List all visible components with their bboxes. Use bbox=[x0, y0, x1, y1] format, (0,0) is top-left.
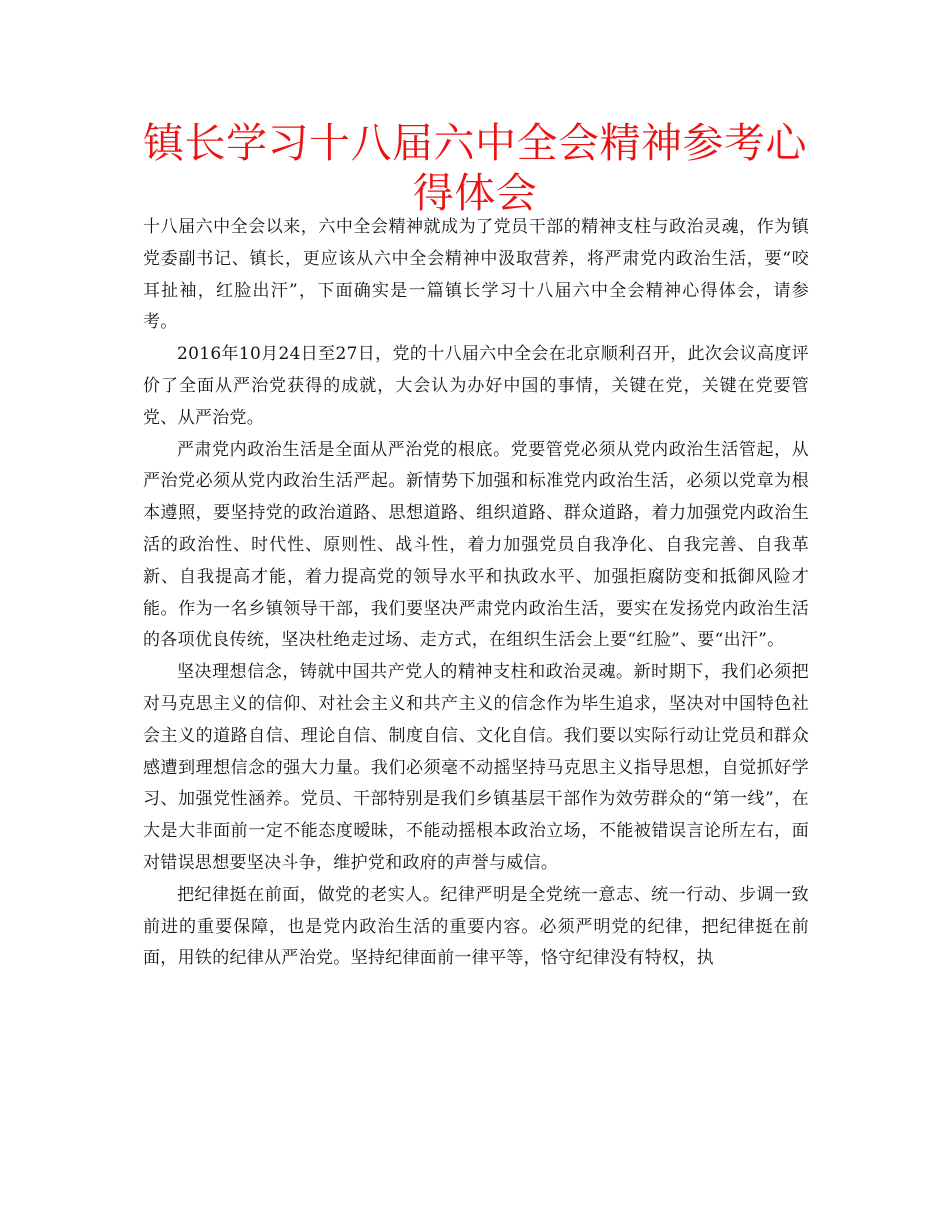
document-title: 镇长学习十八届六中全会精神参考心得体会 bbox=[143, 119, 807, 217]
body-paragraph: 把纪律挺在前面，做党的老实人。纪律严明是全党统一意志、统一行动、步调一致前进的重要保障，也是党内政治生活的重要内容。必须严明党的纪律，把纪律挺在前面，用铁的纪律从严治党。坚持纪律面前一律平等，恪守纪律没有特权，执 bbox=[143, 884, 809, 969]
body-paragraph: 坚决理想信念，铸就中国共产党人的精神支柱和政治灵魂。新时期下，我们必须把对马克思主义的信仰、对社会主义和共产主义的信念作为毕生追求，坚决对中国特色社会主义的道路自信、理论自信、制度自信、文化自信。我们要以实际行动让党员和群众感遭到理想信念的强大力量。我们必须毫不动摇坚持马克思主义指导思想，自觉抓好学习、加强党性涵养。党员、干部特别是我们乡镇基层干部作为效劳群众的“第一线”，在大是大非面前一定不能态度暧昧，不能动摇根本政治立场，不能被错误言论所左右，面对错误思想要坚决斗争，维护党和政府的声誉与威信。 bbox=[143, 662, 809, 873]
intro-paragraph: 十八届六中全会以来，六中全会精神就成为了党员干部的精神支柱与政治灵魂，作为镇党委副书记、镇长，更应该从六中全会精神中汲取营养，将严肃党内政治生活，要“咬耳扯袖，红脸出汗”，下面确实是一篇镇长学习十八届六中全会精神心得体会，请参考。 bbox=[143, 217, 809, 333]
document-body bbox=[143, 212, 809, 975]
body-paragraph: 2016年10月24日至27日，党的十八届六中全会在北京顺利召开，此次会议高度评价了全面从严治党获得的成就，大会认为办好中国的事情，关键在党，关键在党要管党、从严治党。 bbox=[143, 344, 809, 428]
body-paragraph: 严肃党内政治生活是全面从严治党的根底。党要管党必须从党内政治生活管起，从严治党必须从党内政治生活严起。新情势下加强和标准党内政治生活，必须以党章为根本遵照，要坚持党的政治道路、思想道路、组织道路、群众道路，着力加强党内政治生活的政治性、时代性、原则性、战斗性，着力加强党员自我净化、自我完善、自我革新、自我提高才能，着力提高党的领导水平和执政水平、加强拒腐防变和抵御风险才能。作为一名乡镇领导干部，我们要坚决严肃党内政治生活，要实在发扬党内政治生活的各项优良传统，坚决杜绝走过场、走方式，在组织生活会上要“红脸”、要“出汗”。 bbox=[143, 439, 809, 651]
